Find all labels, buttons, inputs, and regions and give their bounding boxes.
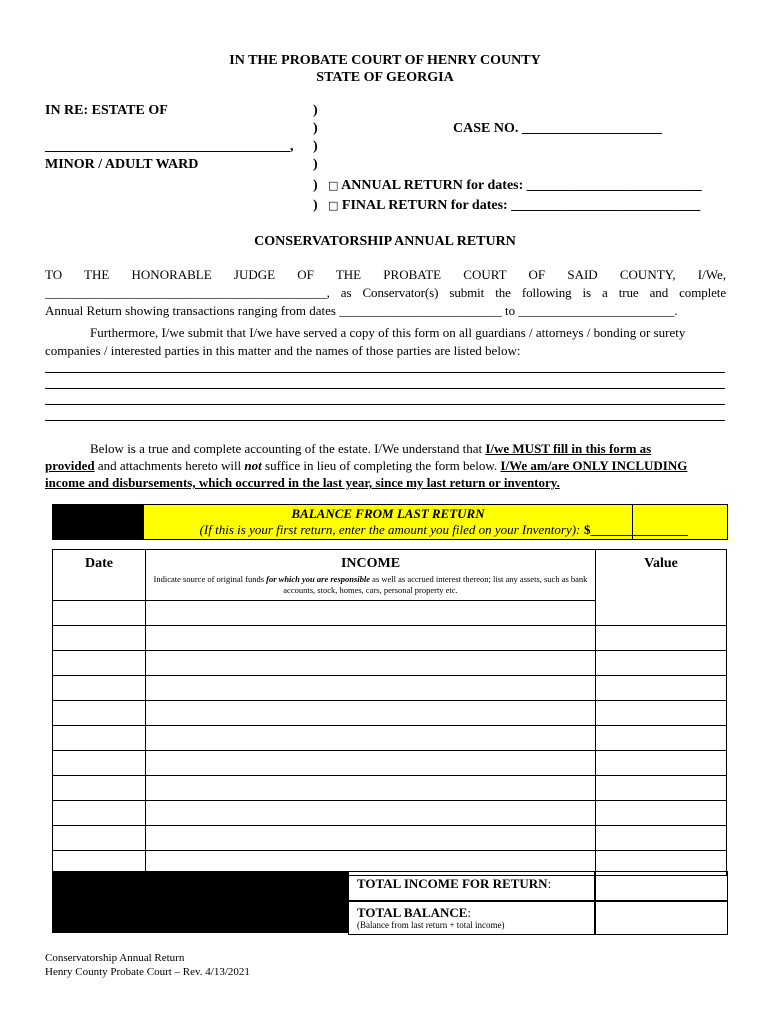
court-title: IN THE PROBATE COURT OF HENRY COUNTY — [229, 53, 541, 68]
total-balance-value-field[interactable] — [594, 900, 728, 935]
income-note-text: Indicate source of original funds — [153, 574, 267, 584]
income-column-header — [146, 550, 596, 601]
table-row — [53, 626, 727, 651]
accounting-line-2 — [45, 457, 726, 475]
parties-line[interactable] — [45, 388, 725, 389]
annual-return-option[interactable] — [328, 178, 702, 194]
final-return-checkbox[interactable]: □ — [328, 199, 339, 212]
balance-amount-field[interactable]: $_______________ — [584, 522, 688, 537]
total-income-label-cell — [348, 871, 596, 902]
case-number-field[interactable]: CASE NO. ____________________ — [453, 121, 662, 136]
intro-line-1: TO THE HONORABLE JUDGE OF THE PROBATE COURT OF SAID COUNTY, I/We, — [45, 267, 726, 282]
value-cell[interactable] — [596, 626, 727, 651]
date-cell[interactable] — [53, 776, 146, 801]
balance-black-cell — [53, 505, 144, 539]
total-balance-text: TOTAL BALANCE — [357, 905, 468, 920]
parties-line[interactable] — [45, 372, 725, 373]
table-row — [53, 676, 727, 701]
income-note-emphasis: for which you are responsible — [266, 574, 371, 584]
date-cell[interactable] — [53, 651, 146, 676]
value-column-header: Value — [596, 550, 727, 626]
balance-from-last-return-box — [52, 504, 728, 540]
table-row — [53, 701, 727, 726]
income-header-title: INCOME — [340, 556, 401, 571]
value-cell[interactable] — [596, 651, 727, 676]
table-row — [53, 776, 727, 801]
table-row — [53, 826, 727, 851]
final-return-label: FINAL RETURN for dates: ___________________________ — [341, 198, 701, 213]
value-cell[interactable] — [596, 776, 727, 801]
total-income-value-field[interactable] — [594, 871, 728, 902]
income-note-text: as well as accrued interest thereon; list any assets, such as bank accounts, stock, homes, cars, personal property etc. — [283, 574, 588, 595]
table-row — [53, 751, 727, 776]
parties-line[interactable] — [45, 404, 725, 405]
date-cell[interactable] — [53, 626, 146, 651]
annual-return-checkbox[interactable]: □ — [328, 179, 339, 192]
total-balance-note: (Balance from last return + total income) — [357, 920, 505, 930]
caption-paren: ) — [313, 103, 318, 118]
income-cell[interactable] — [146, 751, 596, 776]
caption-paren: ) — [313, 157, 318, 172]
date-column-header: Date — [53, 550, 146, 601]
accounting-emphasis: I/we MUST fill in this form as — [485, 441, 652, 456]
income-cell[interactable] — [146, 801, 596, 826]
date-cell[interactable] — [53, 726, 146, 751]
state-title: STATE OF GEORGIA — [316, 70, 454, 85]
totals-black-block — [52, 871, 348, 933]
income-cell[interactable] — [146, 776, 596, 801]
final-return-option[interactable] — [328, 198, 700, 214]
income-table — [52, 549, 727, 876]
balance-title: BALANCE FROM LAST RETURN — [291, 506, 485, 521]
income-cell[interactable] — [146, 676, 596, 701]
accounting-text: Below is a true and complete accounting of the estate. I/We understand that — [90, 441, 486, 456]
date-range-field[interactable]: Annual Return showing transactions ranging from dates _________________________ to ________________________. — [45, 303, 678, 318]
table-row — [53, 801, 727, 826]
date-cell[interactable] — [53, 801, 146, 826]
income-cell[interactable] — [146, 626, 596, 651]
annual-return-label: ANNUAL RETURN for dates: _________________________ — [341, 178, 702, 193]
accounting-emphasis: not — [244, 458, 262, 473]
accounting-emphasis: provided — [45, 458, 95, 473]
value-cell[interactable] — [596, 826, 727, 851]
accounting-text: suffice in lieu of completing the form below. — [261, 458, 501, 473]
value-cell[interactable] — [596, 701, 727, 726]
accounting-line-1 — [45, 440, 726, 458]
value-cell[interactable] — [596, 726, 727, 751]
caption-paren: ) — [313, 198, 318, 213]
conservator-name-field[interactable]: ____________________________________________, as Conservator(s) submit the following is a true and complete — [45, 285, 726, 300]
footer-form-name: Conservatorship Annual Return — [45, 952, 185, 964]
income-cell[interactable] — [146, 701, 596, 726]
income-header-row — [53, 550, 727, 601]
table-row — [53, 651, 727, 676]
total-income-text: TOTAL INCOME FOR RETURN — [357, 876, 548, 891]
ward-type-label: MINOR / ADULT WARD — [45, 157, 199, 172]
date-cell[interactable] — [53, 751, 146, 776]
income-cell[interactable] — [146, 826, 596, 851]
caption-paren: ) — [313, 121, 318, 136]
income-cell[interactable] — [146, 651, 596, 676]
accounting-line-3: income and disbursements, which occurred in the last year, since my last return or inventory. — [45, 475, 560, 490]
total-balance-colon: : — [467, 905, 472, 920]
date-cell[interactable] — [53, 826, 146, 851]
accounting-text: and attachments hereto will — [94, 458, 245, 473]
served-line-1: Furthermore, I/we submit that I/we have served a copy of this form on all guardians / attorneys / bonding or surety — [90, 325, 686, 340]
value-cell[interactable] — [596, 751, 727, 776]
table-row — [53, 726, 727, 751]
value-cell[interactable] — [596, 676, 727, 701]
total-income-label — [357, 875, 551, 893]
date-cell[interactable] — [53, 701, 146, 726]
income-header-note — [146, 572, 595, 598]
caption-paren: ) — [313, 139, 318, 154]
balance-note: (If this is your first return, enter the amount you filed on your Inventory): — [199, 522, 581, 537]
income-cell[interactable] — [146, 726, 596, 751]
served-line-2: companies / interested parties in this matter and the names of those parties are listed below: — [45, 343, 521, 358]
form-title: CONSERVATORSHIP ANNUAL RETURN — [254, 234, 516, 249]
caption-paren: ) — [313, 178, 318, 193]
ward-name-field[interactable]: ___________________________________, — [45, 139, 294, 154]
date-cell[interactable] — [53, 676, 146, 701]
in-re-label: IN RE: ESTATE OF — [45, 103, 168, 118]
accounting-emphasis: I/We am/are ONLY INCLUDING — [500, 458, 688, 473]
footer-court-revision: Henry County Probate Court – Rev. 4/13/2021 — [45, 966, 250, 978]
total-income-colon: : — [547, 876, 552, 891]
income-cell[interactable] — [146, 601, 596, 626]
value-cell[interactable] — [596, 801, 727, 826]
parties-line[interactable] — [45, 420, 725, 421]
total-balance-label-cell — [348, 900, 596, 935]
date-cell[interactable] — [53, 601, 146, 626]
